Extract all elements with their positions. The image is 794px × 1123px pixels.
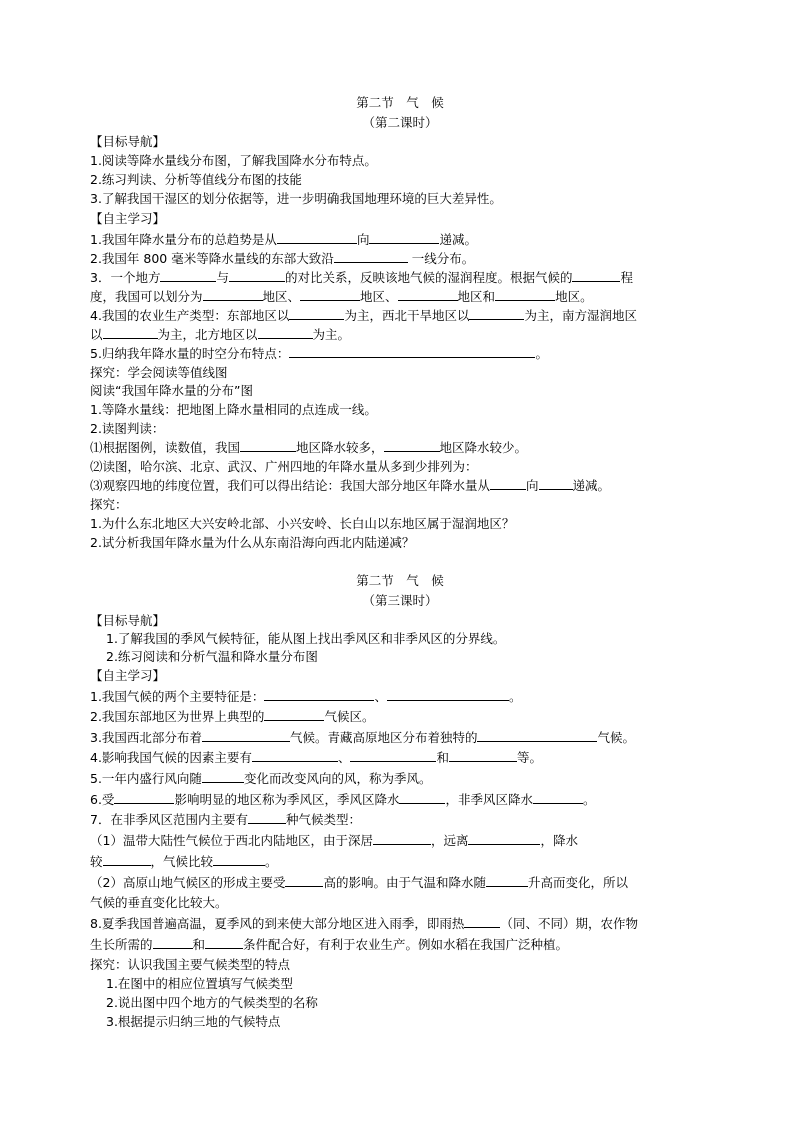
answer-blank[interactable] bbox=[203, 288, 263, 301]
question-5: 5.一年内盛行风向随 变化而改变风向的风，称为季风。 bbox=[90, 771, 432, 786]
reading-sub-item: ⑶观察四地的纬度位置，我们可以得出结论：我国大部分地区年降水量从 向 递减。 bbox=[90, 478, 611, 493]
answer-blank[interactable] bbox=[103, 326, 158, 339]
question-2: 2.我国年 800 毫米等降水量线的东部大致沿 一线分布。 bbox=[90, 251, 475, 266]
answer-blank[interactable] bbox=[277, 231, 357, 244]
answer-blank[interactable] bbox=[153, 936, 193, 949]
answer-blank[interactable] bbox=[248, 811, 286, 824]
answer-blank[interactable] bbox=[373, 832, 431, 845]
self-study-heading: 【自主学习】 bbox=[90, 211, 166, 226]
section-subtitle: （第三课时） bbox=[362, 593, 438, 608]
answer-blank[interactable] bbox=[387, 688, 509, 701]
goals-heading: 【目标导航】 bbox=[90, 613, 166, 628]
answer-blank[interactable] bbox=[202, 770, 244, 783]
goals-heading: 【目标导航】 bbox=[90, 134, 166, 149]
reading-sub-item: ⑴根据图例，读数值，我国 地区降水较多， 地区降水较少。 bbox=[90, 440, 528, 455]
explore-heading: 探究：学会阅读等值线图 bbox=[90, 365, 228, 380]
answer-blank[interactable] bbox=[285, 874, 323, 887]
answer-blank[interactable] bbox=[229, 269, 285, 282]
goal-item: 1.了解我国的季风气候特征，能从图上找出季风区和非季风区的分界线。 bbox=[106, 631, 506, 646]
answer-blank[interactable] bbox=[289, 345, 535, 358]
reading-item: 2.读图判读： bbox=[90, 421, 165, 436]
answer-blank[interactable] bbox=[486, 874, 528, 887]
question-5: 5.归纳我年降水量的时空分布特点： 。 bbox=[90, 346, 548, 361]
answer-blank[interactable] bbox=[384, 439, 440, 452]
question-4-cont: 以 为主，北方地区以 为主。 bbox=[90, 327, 351, 342]
answer-blank[interactable] bbox=[572, 269, 620, 282]
answer-blank[interactable] bbox=[533, 791, 583, 804]
explore-question: 1.为什么东北地区大兴安岭北部、小兴安岭、长白山以东地区属于湿润地区？ bbox=[90, 516, 515, 531]
reading-sub-item: ⑵读图，哈尔滨、北京、武汉、广州四地的年降水量从多到少排列为： bbox=[90, 459, 478, 474]
explore-heading: 探究： bbox=[90, 497, 128, 512]
explore-item: 3.根据提示归纳三地的气候特点 bbox=[106, 1014, 281, 1029]
question-8-cont: 生长所需的 和 条件配合好，有利于农业生产。例如水稻在我国广泛种植。 bbox=[90, 937, 569, 952]
question-4: 4.我国的农业生产类型：东部地区以 为主，西北干旱地区以 为主，南方湿润地区 bbox=[90, 308, 637, 323]
answer-blank[interactable] bbox=[205, 936, 243, 949]
answer-blank[interactable] bbox=[213, 853, 265, 866]
question-2: 2.我国东部地区为世界上典型的 气候区。 bbox=[90, 709, 375, 724]
question-3: 3.我国西北部分布着 气候。青藏高原地区分布着独特的 气候。 bbox=[90, 730, 635, 745]
goal-item: 3.了解我国干湿区的划分依据等，进一步明确我国地理环境的巨大差异性。 bbox=[90, 191, 502, 206]
section-subtitle: （第二课时） bbox=[362, 115, 438, 130]
explore-heading: 探究：认识我国主要气候类型的特点 bbox=[90, 957, 291, 972]
section-title: 第二节 气 候 bbox=[356, 573, 444, 588]
answer-blank[interactable] bbox=[490, 477, 526, 490]
question-7-item: （2）高原山地气候区的形成主要受 高的影响。由于气温和降水随 升高而变化，所以 bbox=[90, 875, 628, 890]
answer-blank[interactable] bbox=[160, 269, 216, 282]
goal-item: 1.阅读等降水量线分布图，了解我国降水分布特点。 bbox=[90, 153, 377, 168]
question-8: 8.夏季我国普遍高温，夏季风的到来使大部分地区进入雨季，即雨热 （同、不同）期，农作物 bbox=[90, 916, 638, 931]
question-3: 3．一个地方 与 的对比关系，反映该地气候的湿润程度。根据气候的 程 bbox=[90, 270, 633, 285]
answer-blank[interactable] bbox=[334, 250, 408, 263]
answer-blank[interactable] bbox=[289, 307, 344, 320]
answer-blank[interactable] bbox=[114, 791, 174, 804]
question-3-cont: 度，我国可以划分为 地区、 地区、 地区和 地区。 bbox=[90, 289, 593, 304]
answer-blank[interactable] bbox=[398, 288, 458, 301]
answer-blank[interactable] bbox=[252, 749, 338, 762]
answer-blank[interactable] bbox=[264, 708, 324, 721]
answer-blank[interactable] bbox=[202, 729, 290, 742]
answer-blank[interactable] bbox=[477, 729, 597, 742]
explore-item: 2.说出图中四个地方的气候类型的名称 bbox=[106, 995, 318, 1010]
answer-blank[interactable] bbox=[103, 853, 151, 866]
section-title: 第二节 气 候 bbox=[356, 95, 444, 110]
answer-blank[interactable] bbox=[539, 477, 573, 490]
answer-blank[interactable] bbox=[300, 288, 360, 301]
reading-item: 1.等降水量线：把地图上降水量相同的点连成一线。 bbox=[90, 402, 377, 417]
answer-blank[interactable] bbox=[495, 288, 555, 301]
question-7: 7．在非季风区范围内主要有 种气候类型： bbox=[90, 812, 361, 827]
answer-blank[interactable] bbox=[369, 231, 439, 244]
answer-blank[interactable] bbox=[399, 791, 445, 804]
question-1: 1.我国年降水量分布的总趋势是从 向 递减。 bbox=[90, 232, 477, 247]
answer-blank[interactable] bbox=[449, 749, 517, 762]
answer-blank[interactable] bbox=[469, 307, 524, 320]
answer-blank[interactable] bbox=[464, 915, 500, 928]
explore-item: 1.在图中的相应位置填写气候类型 bbox=[106, 976, 293, 991]
answer-blank[interactable] bbox=[264, 688, 374, 701]
explore-question: 2.试分析我国年降水量为什么从东南沿海向西北内陆递减？ bbox=[90, 535, 415, 550]
question-7-item: （1）温带大陆性气候位于西北内陆地区，由于深居 ，远离 ，降水 bbox=[90, 833, 578, 848]
question-7-item: 较 ，气候比较 。 bbox=[90, 854, 278, 869]
read-map-instruction: 阅读“我国年降水量的分布”图 bbox=[90, 383, 253, 398]
goal-item: 2.练习阅读和分析气温和降水量分布图 bbox=[106, 649, 318, 664]
answer-blank[interactable] bbox=[258, 326, 313, 339]
self-study-heading: 【自主学习】 bbox=[90, 668, 166, 683]
answer-blank[interactable] bbox=[240, 439, 296, 452]
answer-blank[interactable] bbox=[350, 749, 436, 762]
question-1: 1.我国气候的两个主要特征是： 、 。 bbox=[90, 689, 522, 704]
question-4: 4.影响我国气候的因素主要有 、 和 等。 bbox=[90, 750, 542, 765]
answer-blank[interactable] bbox=[468, 832, 540, 845]
question-6: 6.受 影响明显的地区称为季风区，季风区降水 ，非季风区降水 。 bbox=[90, 792, 596, 807]
question-7-item: 气候的垂直变化比较大。 bbox=[90, 895, 228, 910]
goal-item: 2.练习判读、分析等值线分布图的技能 bbox=[90, 172, 302, 187]
